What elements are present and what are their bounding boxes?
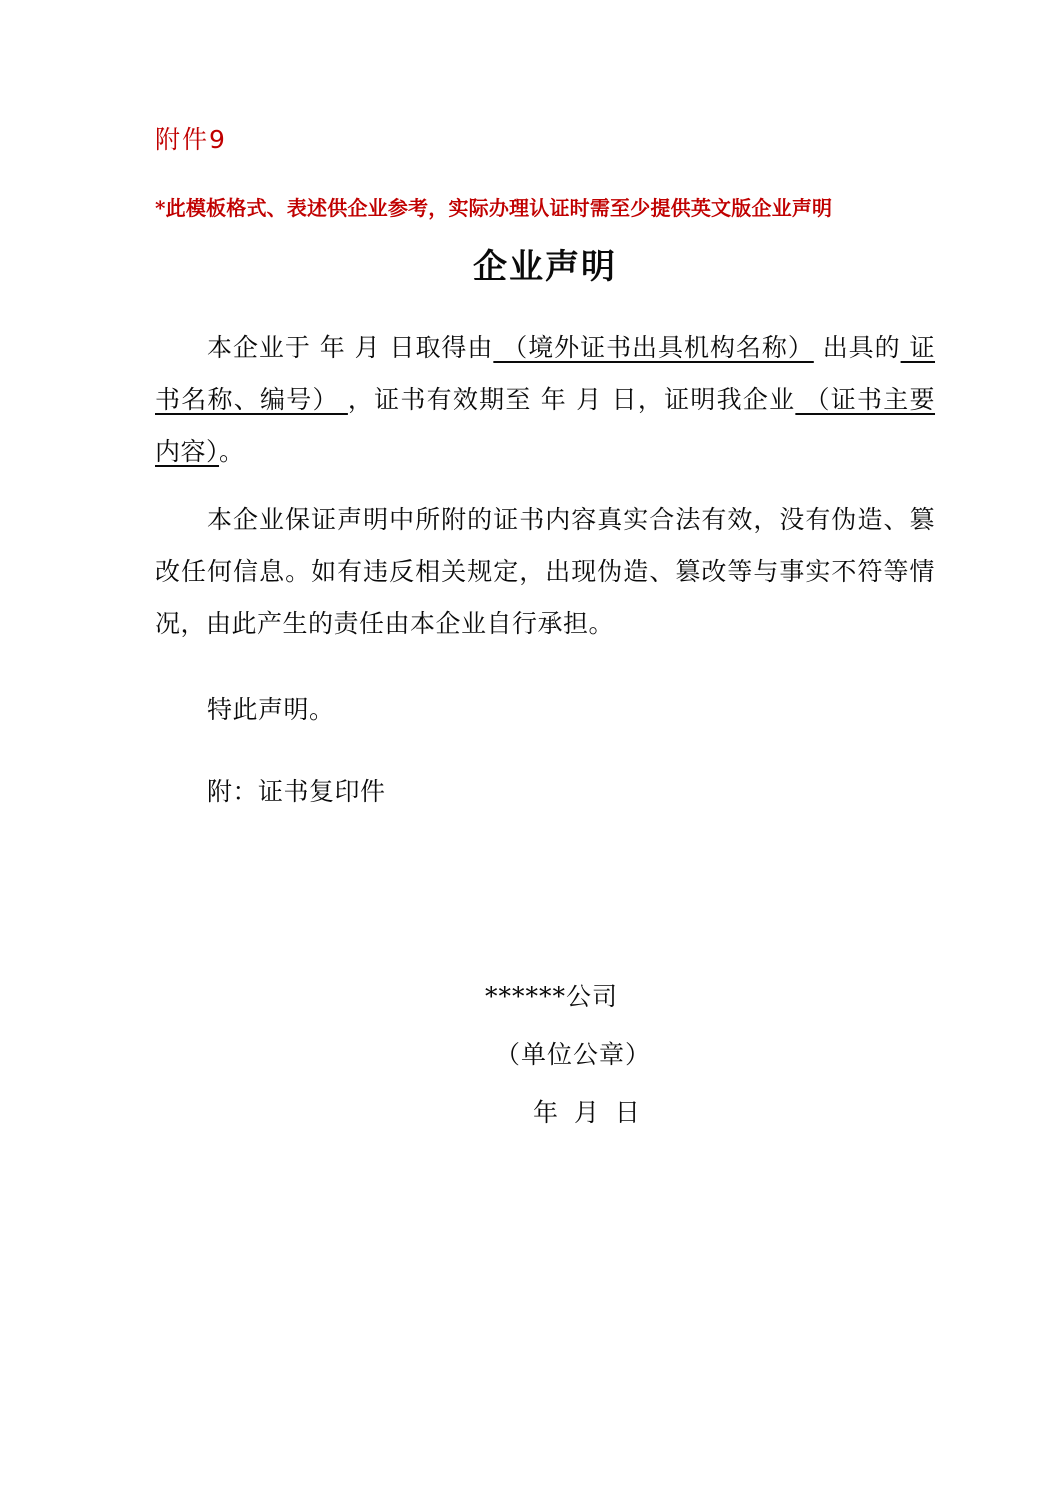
para1-blank-certificate: 证书名称、编号）: [155, 333, 936, 414]
para1-blank-issuer: （境外证书出具机构名称）: [493, 333, 814, 362]
spacer: [155, 656, 935, 684]
document-body: [155, 120, 935, 1142]
template-note: *此模板格式、表述供企业参考，实际办理认证时需至少提供英文版企业声明: [155, 196, 833, 220]
para1-part-a: 本企业于 年 月 日取得由: [207, 333, 494, 362]
paragraph-declaration: 特此声明。: [207, 695, 335, 724]
signature-date-line: 年 月 日: [533, 1098, 644, 1127]
signature-seal-label: （单位公章）: [495, 1040, 652, 1069]
spacer: [155, 742, 935, 766]
paragraph-guarantee: 本企业保证声明中所附的证书内容真实合法有效，没有伪造、篡改任何信息。如有违反相关规定，出现伪造、篡改等与事实不符等情况，由此产生的责任由本企业自行承担。: [155, 505, 935, 638]
paragraph-certificate-info: [155, 322, 935, 478]
spacer: [155, 484, 935, 494]
para1-blank-content: （证书主要内容）: [155, 385, 936, 466]
signature-block: [155, 968, 935, 1142]
signature-company-name: ******公司: [485, 982, 619, 1011]
para1-part-b: 出具的: [813, 333, 901, 362]
para1-part-d: 。: [219, 437, 245, 466]
para1-part-c: ，证书有效期至 年 月 日，证明我企业: [347, 385, 796, 414]
paragraph-attachment: 附：证书复印件: [207, 777, 386, 806]
page-title: 企业声明: [473, 247, 617, 287]
attachment-label: 附件9: [155, 125, 227, 154]
